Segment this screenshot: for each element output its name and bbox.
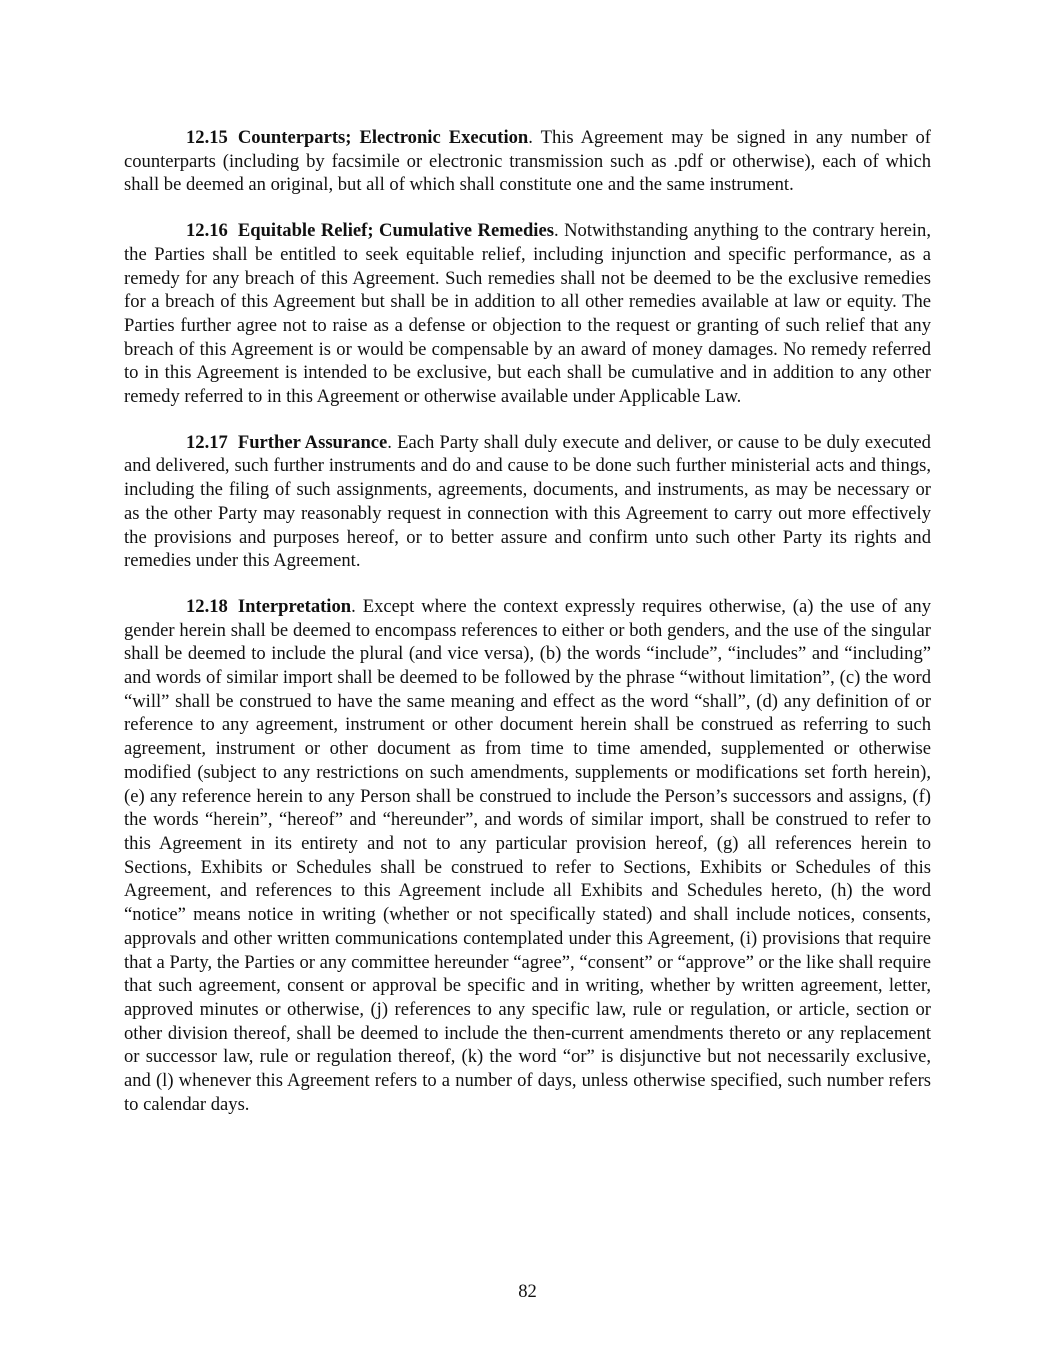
section-body: . Notwithstanding anything to the contrary herein, the Parties shall be entitled to seek equitable relief, including injunction and specific performance, as a remedy for any breach of this Agreement. Such remedies shall not be deemed to be the exclusive remedies for a breach of this Agreement but shall be in addition to all other remedies available at law or equity. The Parties further agree not to raise as a defense or objection to the request or granting of such relief that any breach of this Agreement is or would be compensable by an award of money damages. No remedy referred to in this Agreement is intended to be exclusive, but each shall be cumulative and in addition to any other remedy referred to in this Agreement or otherwise available under Applicable Law. <box>124 220 931 408</box>
section-heading: Interpretation <box>237 595 352 617</box>
section-heading: Counterparts; Electronic Execution <box>237 127 529 148</box>
section-number: 12.18 <box>186 595 228 617</box>
section-12-18 <box>124 595 931 1116</box>
section-12-16 <box>124 219 931 409</box>
section-12-17 <box>124 431 931 573</box>
section-12-15 <box>124 126 931 197</box>
section-body: . Except where the context expressly requires otherwise, (a) the use of any gender herein shall be deemed to encompass references to either or both genders, and the use of the singular shall be deemed to include the plural (and vice versa), (b) the words “include”, “includes” and “including” and words of similar import shall be deemed to be followed by the phrase “without limitation”, (c) the word “will” shall be construed to have the same meaning and effect as the word “shall”, (d) any definition of or reference to any agreement, instrument or other document herein shall be construed as referring to such agreement, instrument or other document as from time to time amended, supplemented or otherwise modified (subject to any restrictions on such amendments, supplements or modifications set forth herein), (e) any reference herein to any Person shall be construed to include the Person’s successors and assigns, (f) the words “herein”, “hereof” and “hereunder”, and words of similar import, shall be construed to refer to this Agreement in its entirety and not to any particular provision hereof, (g) all references herein to Sections, Exhibits or Schedules shall be construed to refer to Sections, Exhibits or Schedules of this Agreement, and references to this Agreement include all Exhibits and Schedules hereto, (h) the word “notice” means notice in writing (whether or not specifically stated) and shall include notices, consents, approvals and other written communications contemplated under this Agreement, (i) provisions that require that a Party, the Parties or any committee hereunder “agree”, “consent” or “approve” or the like shall require that such agreement, consent or approval be specific and in writing, whether by written agreement, letter, approved minutes or otherwise, (j) references to any specific law, rule or regulation, or article, section or other division thereof, shall be deemed to include the then-current amendments thereto or any replacement or successor law, rule or regulation thereof, (k) the word “or” is disjunctive but not necessarily exclusive, and (l) whenever this Agreement refers to a number of days, unless otherwise specified, such number refers to calendar days. <box>124 595 931 1115</box>
section-number: 12.16 <box>186 220 228 242</box>
section-number: 12.15 <box>186 127 228 148</box>
section-body: . Each Party shall duly execute and deliver, or cause to be duly executed and delivered, such further instruments and do and cause to be done such further ministerial acts and things, including the filing of such assignments, agreements, documents, and instruments, as may be necessary or as the other Party may reasonably request in connection with this Agreement to carry out more effectively the provisions and purposes hereof, or to better assure and confirm unto such other Party its rights and remedies under this Agreement. <box>124 431 931 572</box>
page-number: 82 <box>518 1281 537 1302</box>
section-body: . This Agreement may be signed in any number of counterparts (including by facsimile or electronic transmission such as .pdf or otherwise), each of which shall be deemed an original, but all of which shall constitute one and the same instrument. <box>124 127 931 196</box>
section-number: 12.17 <box>186 431 228 453</box>
section-heading: Equitable Relief; Cumulative Remedies <box>237 220 554 242</box>
document-page <box>124 126 931 1138</box>
section-heading: Further Assurance <box>237 431 388 453</box>
